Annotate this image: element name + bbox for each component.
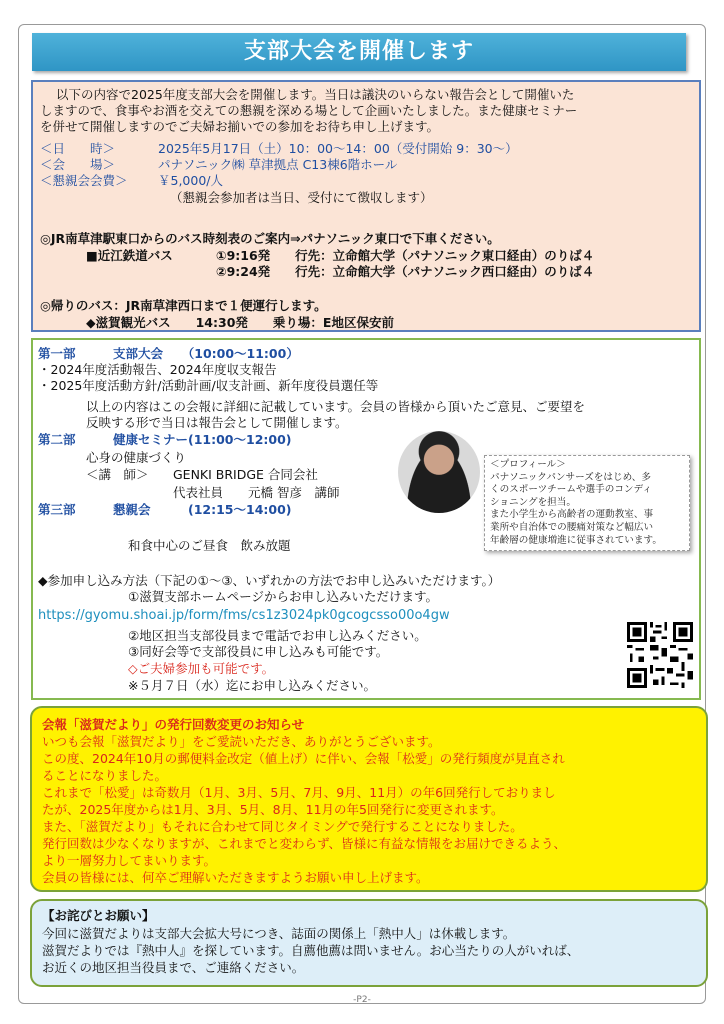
- fee-label: ＜懇親会会費＞: [40, 173, 128, 188]
- apology-line: 滋賀だよりでは『熱中人』を探しています。自薦他薦は問いません。お心当たりの人がいれば、: [42, 943, 580, 958]
- profile-box: [484, 455, 690, 551]
- intro-line-3: を併せて開催しますのでご夫婦お揃いでの参加をお待ち申し上げます。: [40, 119, 440, 134]
- lecturer-photo: [398, 431, 480, 513]
- part3-description: 和食中心のご昼食 飲み放題: [128, 538, 291, 553]
- part1-item-2: ・2025年度活動方針/活動計画/収支計画、新年度役員選任等: [38, 378, 379, 393]
- venue-value: パナソニック㈱ 草津拠点 C13棟6階ホール: [158, 157, 398, 172]
- profile-line: また小学生から高齢者の運動教室、事: [490, 509, 654, 521]
- qr-code-image[interactable]: [624, 619, 696, 691]
- bus-row-2: ②9:24発 行先：立命館大学（パナソニック西口経由）のりば４: [216, 264, 595, 279]
- apply-option-2: ②地区担当支部役員まで電話でお申し込みください。: [128, 628, 427, 643]
- apply-heading: ◆参加申し込み方法（下記の①～③、いずれかの方法でお申し込みいただけます。）: [38, 573, 501, 588]
- page-title: 支部大会を開催します: [32, 33, 686, 71]
- notice-line: より一層努力してまいります。: [42, 853, 217, 868]
- intro-line-1: 以下の内容で2025年度支部大会を開催します。当日は議決のいらない報告会として開催いた: [56, 87, 575, 102]
- apology-line: お近くの地区担当役員まで、ご連絡ください。: [42, 960, 305, 975]
- apply-url-link[interactable]: https://gyomu.shoai.jp/form/fms/cs1z3024pk0gcogcsso00o4gw: [38, 608, 450, 623]
- couple-note: ◇ご夫婦参加も可能です。: [128, 661, 275, 676]
- profile-heading: ＜プロフィール＞: [490, 459, 566, 470]
- part1-title: 第一部 支部大会 （10:00～11:00）: [38, 346, 299, 361]
- profile-line: 業所や自治体での腰痛対策など幅広い: [490, 521, 654, 533]
- page-number: -P2-: [353, 995, 371, 1005]
- profile-line: ショニングを担当。: [490, 496, 576, 508]
- lecturer-name: 代表社員 元橋 智彦 講師: [173, 485, 340, 500]
- notice-line: また、「滋賀だより」もそれに合わせて同じタイミングで発行することになりました。: [42, 819, 523, 834]
- notice-title: 会報「滋賀だより」の発行回数変更のお知らせ: [42, 717, 305, 732]
- notice-line: いつも会報「滋賀だより」をご愛読いただき、ありがとうございます。: [42, 734, 441, 749]
- notice-line: ることになりました。: [42, 768, 168, 783]
- apology-title: 【お詫びとお願い】: [42, 908, 155, 923]
- apply-option-1: ①滋賀支部ホームページからお申し込みいただけます。: [128, 589, 438, 604]
- return-bus-row: ◆滋賀観光バス 14:30発 乗り場：E地区保安前: [86, 315, 394, 330]
- part1-note-1: 以上の内容はこの会報に詳細に記載しています。会員の皆様から頂いたご意見、ご要望を: [86, 399, 586, 414]
- fee-value: ￥5,000/人: [158, 173, 223, 188]
- part2-theme: 心身の健康づくり: [86, 450, 187, 465]
- bus-company: ■近江鉄道バス: [86, 248, 173, 263]
- notice-line: これまで「松愛」は奇数月（1月、3月、5月、7月、9月、11月）の年6回発行しておりまし: [42, 785, 556, 800]
- apply-option-3: ③同好会等で支部役員に申し込みも可能です。: [128, 644, 389, 659]
- lecturer-company: GENKI BRIDGE 合同会社: [173, 467, 318, 482]
- part3-title: 第三部 懇親会 (12:15～14:00): [38, 502, 292, 517]
- venue-label: ＜会 場＞: [40, 157, 116, 172]
- part1-note-2: 反映する形で当日は報告会として開催します。: [86, 415, 348, 430]
- deadline-note: ※５月７日（水）迄にお申し込みください。: [128, 678, 376, 693]
- return-bus-heading: ◎帰りのバス：JR南草津西口まで１便運行します。: [40, 298, 327, 313]
- date-label: ＜日 時＞: [40, 141, 116, 156]
- lecturer-label: ＜講 師＞: [86, 467, 149, 482]
- fee-note: （懇親会参加者は当日、受付にて徴収します）: [170, 190, 433, 205]
- profile-line: くのスポーツチームや選手のコンディ: [490, 484, 652, 496]
- date-value: 2025年5月17日（土）10：00～14：00（受付開始 9：30～）: [158, 141, 518, 156]
- part2-title: 第二部 健康セミナー(11:00～12:00): [38, 432, 292, 447]
- intro-line-2: しますので、食事やお酒を交えての懇親を深める場として企画いたしました。また健康セミナー: [40, 103, 578, 118]
- notice-line: たが、2025年度からは1月、3月、5月、8月、11月の年5回発行に変更されます。: [42, 802, 504, 817]
- profile-line: 年齢層の健康増進に従事されています。: [490, 534, 662, 546]
- bus-heading: ◎JR南草津駅東口からのバス時刻表のご案内⇒パナソニック東口で下車ください。: [40, 231, 500, 246]
- notice-line: 発行回数は少なくなりますが、これまでと変わらず、皆様に有益な情報をお届けできるよう、: [42, 836, 567, 851]
- part1-item-1: ・2024年度活動報告、2024年度収支報告: [38, 362, 277, 377]
- apology-line: 今回に滋賀だよりは支部大会拡大号につき、誌面の関係上「熱中人」は休載します。: [42, 926, 516, 941]
- bus-row-1: ①9:16発 行先：立命館大学（パナソニック東口経由）のりば４: [216, 248, 595, 263]
- notice-line: 会員の皆様には、何卒ご理解いただきますようお願い申し上げます。: [42, 870, 429, 885]
- profile-line: パナソニックパンサーズをはじめ、多: [490, 471, 651, 483]
- notice-line: この度、2024年10月の郵便料金改定（値上げ）に伴い、会報「松愛」の発行頻度が見直され: [42, 751, 565, 766]
